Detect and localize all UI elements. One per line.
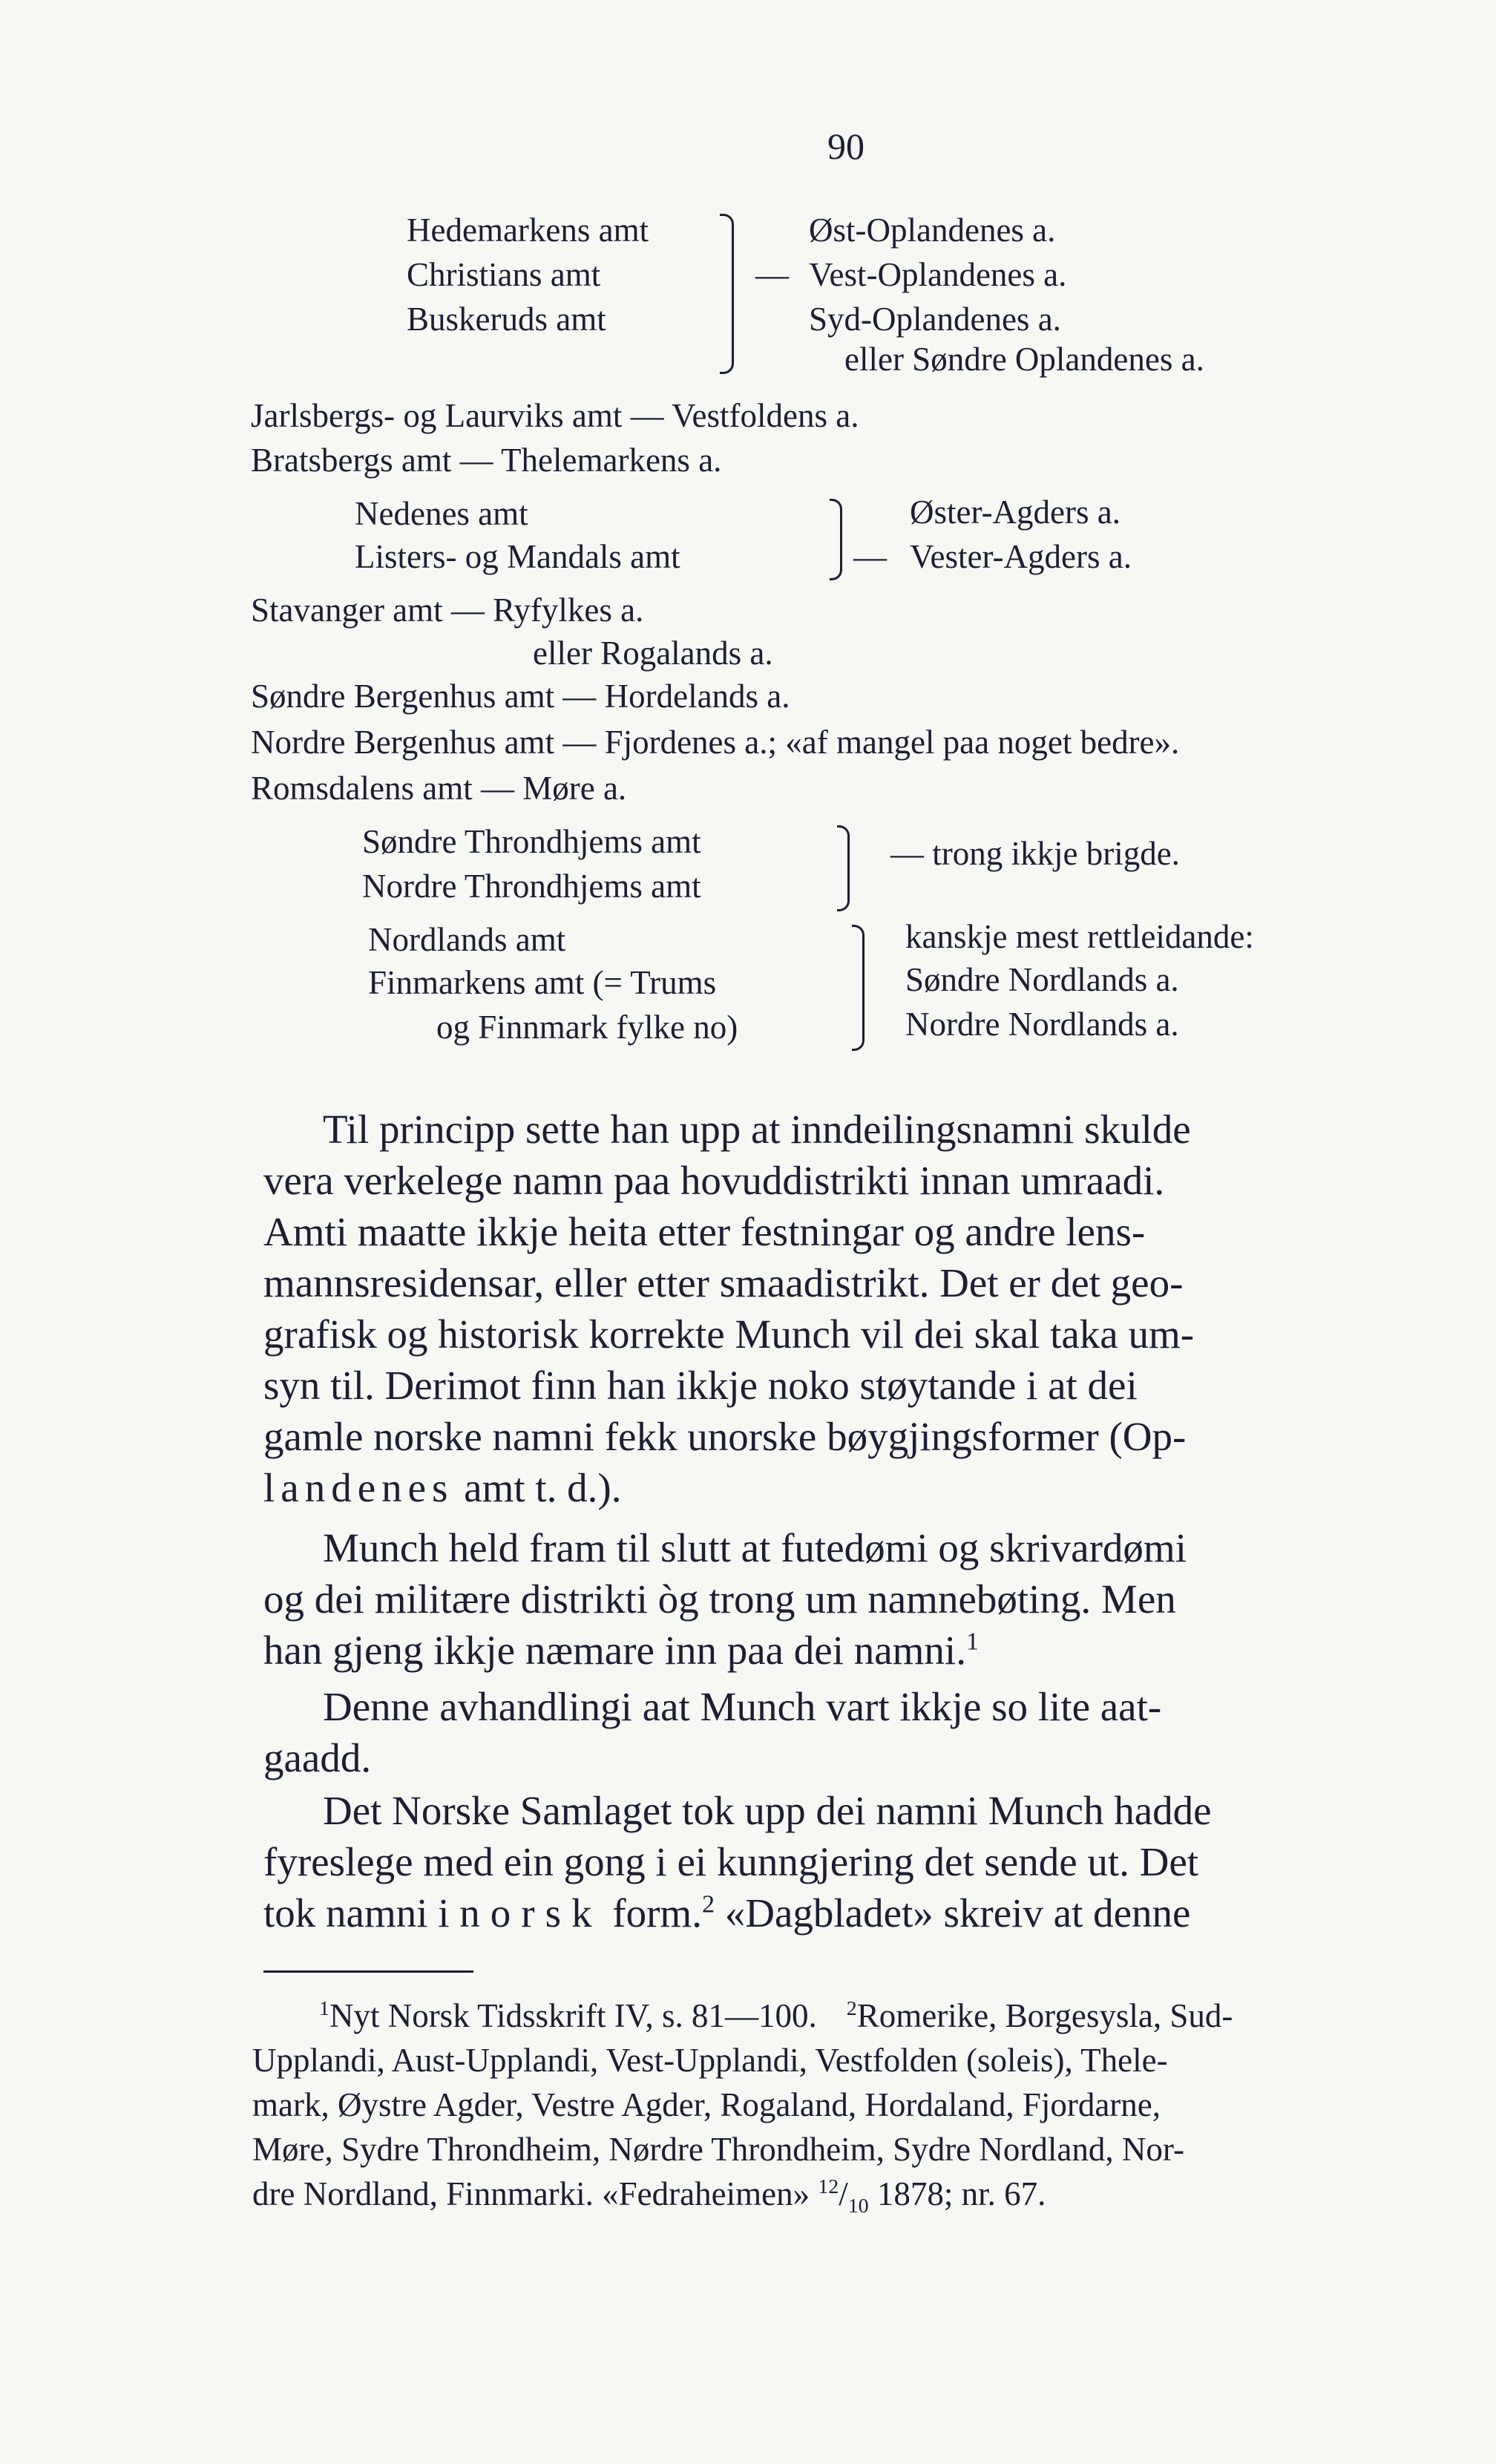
list-line-rogaland: eller Rogalands a.	[533, 635, 773, 672]
list-left-nedenes: Nedenes amt	[355, 495, 528, 532]
paragraph-line: gaadd.	[263, 1735, 372, 1780]
footnote-ref-1: 1	[965, 1628, 979, 1656]
page-number: 90	[827, 125, 865, 167]
list-left-sondre-throndhjem: Søndre Throndhjems amt	[362, 823, 701, 860]
paragraph-line: og dei militære distrikti òg trong um namnebøting. Men	[263, 1576, 1176, 1622]
list-right-ost: Øst-Oplandenes a.	[809, 212, 1056, 249]
footnote-line	[252, 1996, 1469, 2041]
list-line-sondre-bergenhus: Søndre Bergenhus amt — Hordelands a.	[251, 678, 790, 715]
line-text: form.	[602, 1890, 702, 1936]
line-text: tok namni i	[263, 1890, 460, 1936]
brace-group4	[852, 925, 865, 1051]
footnote-marker-1: 1	[319, 1997, 329, 2020]
paragraph-line: Munch held fram til slutt at futedømi og skrivardømi	[323, 1525, 1187, 1570]
paragraph-line: vera verkelege namn paa hovuddistrikti innan umraadi.	[263, 1158, 1165, 1203]
list-right-syd: Syd-Oplandenes a.	[809, 301, 1061, 338]
paragraph-line: Denne avhandlingi aat Munch vart ikkje so lite aat-	[323, 1684, 1162, 1729]
list-dash-group2: —	[853, 538, 887, 575]
list-right-vester-agder: Vester-Agders a.	[910, 538, 1132, 575]
footnote-2-text: Romerike, Borgesysla, Sud-	[856, 1997, 1233, 2034]
list-left-hedemarken: Hedemarkens amt	[407, 212, 649, 249]
list-line-jarlsberg: Jarlsbergs- og Laurviks amt — Vestfoldens a.	[251, 397, 859, 434]
list-left-nordre-throndhjem: Nordre Throndhjems amt	[362, 868, 701, 905]
paragraph-line	[263, 1630, 1469, 1681]
list-left-christians: Christians amt	[407, 256, 601, 293]
footnote-line: Møre, Sydre Throndheim, Nørdre Throndheim, Sydre Nordland, Nor-	[252, 2131, 1184, 2168]
paragraph-3	[263, 1686, 1469, 1789]
brace-group3	[837, 825, 850, 911]
spaced-word: norsk	[459, 1890, 603, 1936]
list-line-stavanger: Stavanger amt — Ryfylkes a.	[251, 592, 644, 629]
list-line-nordre-bergenhus: Nordre Bergenhus amt — Fjordenes a.; «af mangel paa noget bedre».	[251, 724, 1180, 761]
list-line-bratsberg: Bratsbergs amt — Thelemarkens a.	[251, 442, 722, 479]
footnote-line: dre Nordland, Finnmarki. «Fedraheimen» $^{12}/_{10}$ 1878; nr. 67.	[252, 2175, 1046, 2218]
paragraph-line: gamle norske namni fekk unorske bøygjingsformer (Op-	[263, 1414, 1187, 1459]
paragraph-line: Det Norske Samlaget tok upp dei namni Munch hadde	[323, 1788, 1212, 1833]
footnote-text: 1878; nr. 67.	[876, 2175, 1046, 2212]
list-right-sondre: eller Søndre Oplandenes a.	[844, 341, 1204, 378]
footnote-line: Upplandi, Aust-Upplandi, Vest-Upplandi, Vestfolden (soleis), Thele-	[252, 2042, 1168, 2079]
date-numerator: 12	[818, 2175, 839, 2198]
paragraph-2	[263, 1527, 1469, 1681]
footnote-1-text: Nyt Norsk Tidsskrift IV, s. 81—100.	[329, 1997, 817, 2034]
list-line-romsdal: Romsdalens amt — Møre a.	[251, 770, 627, 807]
spaced-word: landenes	[263, 1465, 454, 1510]
list-left-nordlands: Nordlands amt	[368, 921, 566, 958]
footnote-marker-2: 2	[846, 1997, 857, 2020]
list-dash-group1: —	[755, 256, 789, 293]
paragraph-line	[263, 1467, 1469, 1518]
list-left-buskerud: Buskeruds amt	[407, 301, 606, 338]
paragraph-line: Amti maatte ikkje heita etter festningar og andre lens-	[263, 1209, 1146, 1254]
line-text: han gjeng ikkje næmare inn paa dei namni.	[263, 1628, 966, 1673]
footnote-ref-2: 2	[701, 1890, 715, 1919]
list-right-trong: — trong ikkje brigde.	[890, 835, 1180, 872]
footnote-line: mark, Øystre Agder, Vestre Agder, Rogaland, Hordaland, Fjordarne,	[252, 2086, 1161, 2123]
list-right-nordre-nordlands: Nordre Nordlands a.	[905, 1006, 1179, 1043]
paragraph-line: fyreslege med ein gong i ei kunngjering det sende ut. Det	[263, 1839, 1199, 1884]
paragraph-line: grafisk og historisk korrekte Munch vil dei skal taka um-	[263, 1311, 1195, 1357]
list-left-finnmark-fylke: og Finnmark fylke no)	[436, 1009, 738, 1046]
brace-group2	[830, 499, 842, 580]
list-left-finmarkens: Finmarkens amt (= Trums	[368, 964, 717, 1001]
footnote-text: dre Nordland, Finnmarki. «Fedraheimen»	[252, 2175, 810, 2212]
list-right-oster-agder: Øster-Agders a.	[910, 494, 1121, 531]
paragraph-4	[263, 1790, 1469, 1944]
paragraph-1	[263, 1109, 1469, 1518]
list-right-kanskje: kanskje mest rettleidande:	[905, 918, 1254, 955]
list-right-sondre-nordlands: Søndre Nordlands a.	[905, 961, 1179, 998]
paragraph-line: syn til. Derimot finn han ikkje noko støytande i at dei	[263, 1363, 1138, 1408]
list-left-listers: Listers- og Mandals amt	[355, 538, 680, 575]
list-right-vest: Vest-Oplandenes a.	[809, 256, 1067, 293]
paragraph-line	[263, 1890, 1469, 1944]
brace-group1	[720, 214, 734, 374]
date-denominator: 10	[847, 2195, 869, 2218]
line-text: «Dagbladet» skreiv at denne	[715, 1890, 1191, 1936]
paragraph-line: mannsresidensar, eller etter smaadistrikt. Det er det geo-	[263, 1260, 1184, 1305]
paragraph-line: Til principp sette han upp at inndeilingsnamni skulde	[323, 1107, 1191, 1152]
footnote-divider	[263, 1970, 473, 1973]
line-text: amt t. d.).	[453, 1465, 622, 1510]
footnotes	[252, 1996, 1469, 2219]
